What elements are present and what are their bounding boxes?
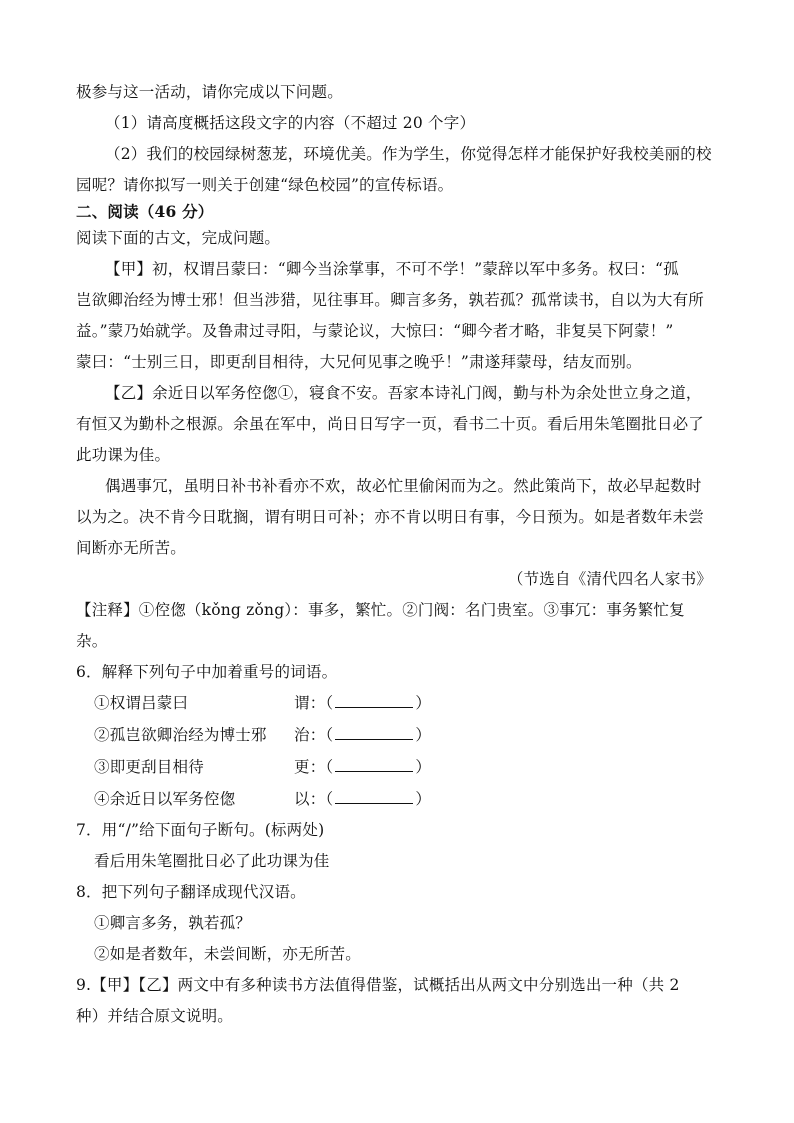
- section-heading: 二、阅读（46 分）: [76, 202, 214, 221]
- q7-stem: 7．用“/”给下面句子断句。(标两处): [76, 821, 325, 839]
- passage-yi-line: 偶遇事冗，虽明日补书补看亦不欢，故必忙里偷闲而为之。然此策尚下，故必早起数时: [105, 477, 702, 495]
- note-line: 【注释】①倥偬（kǒng zǒng）：事多，繁忙。②门阀：名门贵室。③事冗：事务繁忙复: [76, 601, 685, 619]
- answer-blank[interactable]: [335, 757, 413, 772]
- answer-blank[interactable]: [335, 789, 413, 804]
- passage-jia-line: 蒙曰：“士别三日，即更刮目相待，大兄何见事之晚乎！”肃遂拜蒙母，结友而别。: [76, 353, 642, 371]
- note-line: 杂。: [76, 632, 108, 650]
- q8-sentence-2: ②如是者数年，未尝间断，亦无所苦。: [94, 945, 361, 963]
- q5-sub2-line2: 园呢？请你拟写一则关于创建“绿色校园”的宣传标语。: [76, 176, 454, 194]
- q5-sub2-line1: （2）我们的校园绿树葱茏，环境优美。作为学生，你觉得怎样才能保护好我校美丽的校: [105, 145, 712, 163]
- q6-item-sentence: ④余近日以军务倥偬: [94, 790, 236, 808]
- q8-sentence-1: ①卿言多务，孰若孤？: [94, 914, 252, 932]
- passage-yi-line: 【乙】余近日以军务倥偬①，寝食不安。吾家本诗礼门阀，勤与朴为余处世立身之道，: [105, 384, 702, 402]
- passage-yi-line: 此功课为佳。: [76, 446, 171, 464]
- q9-line1: 9.【甲】【乙】两文中有多种读书方法值得借鉴，试概括出从两文中分别选出一种（共 2: [76, 976, 680, 994]
- section-instruction: 阅读下面的古文，完成问题。: [76, 229, 281, 247]
- q9-line2: 种）并结合原文说明。: [76, 1007, 234, 1025]
- answer-blank[interactable]: [335, 725, 413, 740]
- passage-jia-line: 岂欲卿治经为博士邪！但当涉猎，见往事耳。卿言多务，孰若孤？孤常读书，自以为大有所: [76, 291, 705, 309]
- q6-item-sentence: ②孤岂欲卿治经为博士邪: [94, 726, 267, 744]
- q6-item: [94, 789, 734, 809]
- q6-item-sentence: ①权谓吕蒙曰: [94, 694, 189, 712]
- q6-item: [94, 757, 734, 777]
- passage-jia-line: 【甲】初，权谓吕蒙曰：“卿今当涂掌事，不可不学！”蒙辞以军中多务。权曰：“孤: [105, 260, 679, 278]
- q5-sub1: （1）请高度概括这段文字的内容（不超过 20 个字）: [105, 114, 476, 132]
- q6-item: [94, 693, 734, 713]
- q6-item-word: 更：（: [294, 758, 334, 776]
- passage-yi-line: 有恒又为勤朴之根源。余虽在军中，尚日日写字一页，看书二十页。看后用朱笔圈批日必了: [76, 415, 705, 433]
- q6-item-close: ）: [415, 726, 432, 744]
- q6-item-word: 治：（: [294, 726, 334, 744]
- q7-sentence: 看后用朱笔圈批日必了此功课为佳: [94, 852, 330, 870]
- answer-blank[interactable]: [335, 693, 413, 708]
- passage-yi-line: 间断亦无所苦。: [76, 539, 186, 557]
- q6-item-close: ）: [415, 758, 432, 776]
- q8-stem: 8．把下列句子翻译成现代汉语。: [76, 883, 306, 901]
- q6-item-close: ）: [415, 694, 432, 712]
- q6-item-word: 谓：（: [294, 694, 334, 712]
- q6-item-sentence: ③即更刮目相待: [94, 758, 204, 776]
- q5-intro-tail: 极参与这一活动，请你完成以下问题。: [76, 83, 343, 101]
- passage-yi-line: 以为之。决不肯今日耽搁，谓有明日可补；亦不肯以明日有事，今日预为。如是者数年未尝: [76, 508, 705, 526]
- source-citation: （节选自《清代四名人家书》: [507, 570, 712, 588]
- passage-jia-line: 益。”蒙乃始就学。及鲁肃过寻阳，与蒙论议，大惊曰：“卿今者才略，非复吴下阿蒙！”: [76, 322, 674, 340]
- q6-item-word: 以：（: [294, 790, 334, 808]
- q6-item-close: ）: [415, 790, 432, 808]
- q6-stem: 6．解释下列句子中加着重号的词语。: [76, 663, 338, 681]
- q6-item: [94, 725, 734, 745]
